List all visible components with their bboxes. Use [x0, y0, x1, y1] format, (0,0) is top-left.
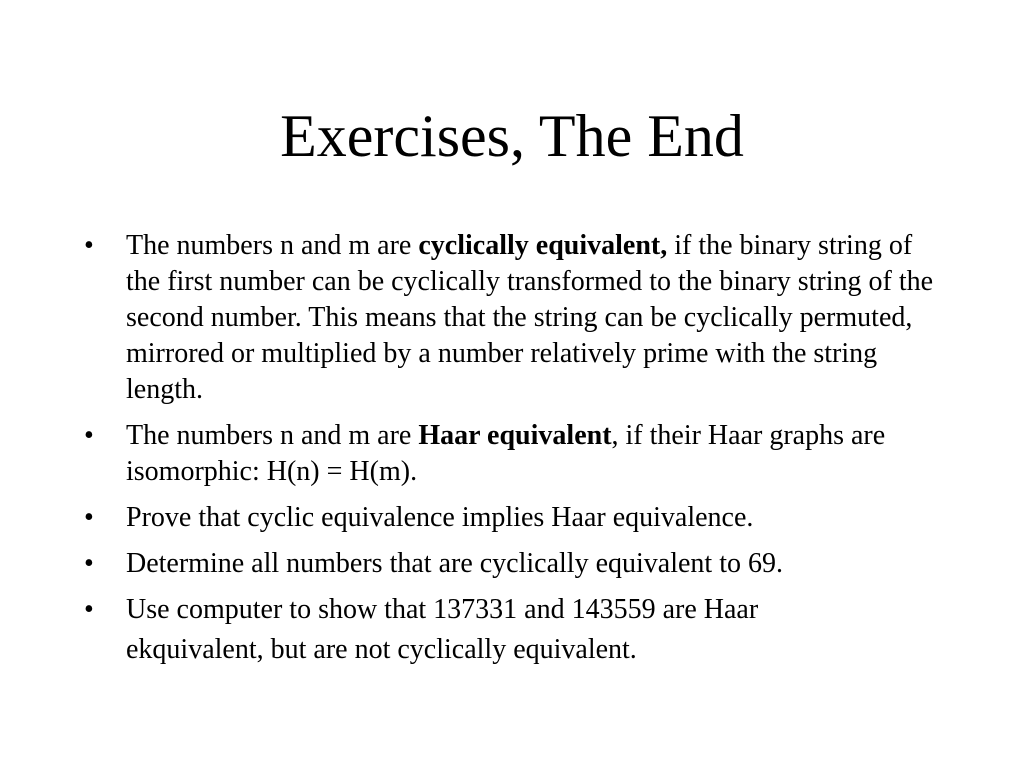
bullet-marker: • — [84, 502, 94, 533]
bullet-text-lead: The numbers n and m are — [126, 420, 419, 451]
bullet-item — [84, 592, 944, 668]
bullet-item — [84, 418, 944, 490]
bullet-marker: • — [84, 594, 94, 625]
bullet-text-rest: , if their Haar graphs are isomorphic: H(n) = H(m). — [126, 420, 886, 487]
bullet-item — [84, 228, 944, 408]
bullet-text-lead: The numbers n and m are — [126, 230, 419, 261]
bullet-text-rest: if the binary string of the first number can be cyclically transformed to the binary string of the second number. This means that the string can be cyclically permuted, mirrored or multiplied by a number relatively prime with the string length. — [126, 230, 934, 405]
bullet-item — [84, 546, 944, 582]
bullet-text — [126, 420, 885, 487]
bullet-term-bold: cyclically equivalent, — [418, 230, 668, 261]
bullet-marker: • — [84, 420, 94, 451]
bullet-term-bold: Haar equivalent — [418, 420, 612, 451]
bullet-text: Prove that cyclic equivalence implies Haar equivalence. — [126, 502, 754, 533]
bullet-text: Determine all numbers that are cyclically equivalent to 69. — [126, 548, 783, 579]
bullet-marker: • — [84, 548, 94, 579]
bullet-marker: • — [84, 230, 94, 261]
bullet-text-line2: ekquivalent, but are not cyclically equivalent. — [126, 634, 637, 665]
bullet-item — [84, 500, 944, 536]
slide-title: Exercises, The End — [280, 103, 744, 169]
bullet-text-line1: Use computer to show that 137331 and 143559 are Haar — [126, 594, 759, 625]
bullet-text — [126, 594, 944, 668]
bullet-text — [126, 230, 933, 405]
bullet-list — [84, 228, 944, 678]
